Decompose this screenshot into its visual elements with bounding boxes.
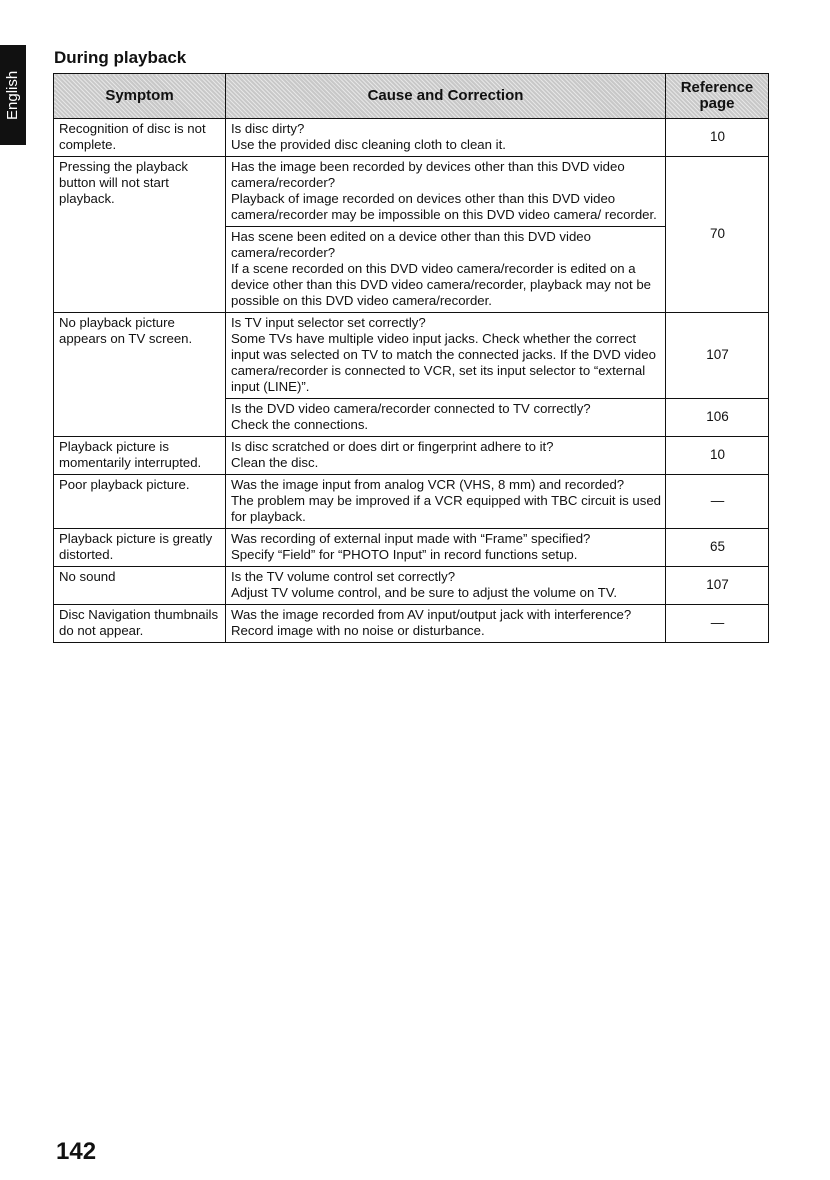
table-row: [54, 437, 769, 475]
table-row: [54, 157, 769, 227]
table-row: [54, 475, 769, 529]
cause-cell: Was the image input from analog VCR (VHS, 8 mm) and recorded? The problem may be improved if a VCR equipped with TBC circuit is used for playback.: [226, 475, 666, 529]
cause-cell: Is the DVD video camera/recorder connected to TV correctly? Check the connections.: [226, 399, 666, 437]
symptom-cell: Pressing the playback button will not start playback.: [54, 157, 226, 313]
header-symptom: Symptom: [54, 74, 226, 119]
language-tab-label: English: [4, 70, 21, 120]
cause-cell: Is TV input selector set correctly? Some TVs have multiple video input jacks. Check whether the correct input was selected on TV to match the connected jacks. If the DVD video camera/recorder is connected to VCR, set its input selector to “external input (LINE)”.: [226, 313, 666, 399]
cause-cell: Has the image been recorded by devices other than this DVD video camera/recorder? Playback of image recorded on devices other than this DVD video camera/recorder may be impossible on this DVD video camera/ recorder.: [226, 157, 666, 227]
symptom-cell: Recognition of disc is not complete.: [54, 119, 226, 157]
reference-cell: 65: [666, 529, 769, 567]
reference-cell: —: [666, 605, 769, 643]
page-number: 142: [56, 1138, 97, 1165]
symptom-cell: Disc Navigation thumbnails do not appear.: [54, 605, 226, 643]
reference-cell: 106: [666, 399, 769, 437]
table-row: [54, 567, 769, 605]
reference-cell: 10: [666, 119, 769, 157]
header-cause: Cause and Correction: [226, 74, 666, 119]
symptom-cell: Playback picture is momentarily interrupted.: [54, 437, 226, 475]
header-reference: Reference page: [666, 74, 769, 119]
symptom-cell: No sound: [54, 567, 226, 605]
cause-cell: Was recording of external input made with “Frame” specified? Specify “Field” for “PHOTO Input” in record functions setup.: [226, 529, 666, 567]
reference-cell: —: [666, 475, 769, 529]
reference-cell: 10: [666, 437, 769, 475]
table-row: [54, 313, 769, 399]
reference-cell: 70: [666, 157, 769, 313]
reference-cell: 107: [666, 567, 769, 605]
language-tab: [0, 45, 26, 145]
table-row: [54, 529, 769, 567]
symptom-cell: Playback picture is greatly distorted.: [54, 529, 226, 567]
symptom-cell: Poor playback picture.: [54, 475, 226, 529]
cause-cell: Was the image recorded from AV input/output jack with interference? Record image with no noise or disturbance.: [226, 605, 666, 643]
troubleshooting-table: [53, 73, 769, 643]
table-row: [54, 605, 769, 643]
reference-cell: 107: [666, 313, 769, 399]
table-header-row: [54, 74, 769, 119]
symptom-cell: No playback picture appears on TV screen.: [54, 313, 226, 437]
section-title: During playback: [54, 48, 187, 67]
cause-cell: Is the TV volume control set correctly? Adjust TV volume control, and be sure to adjust the volume on TV.: [226, 567, 666, 605]
cause-cell: Is disc scratched or does dirt or fingerprint adhere to it? Clean the disc.: [226, 437, 666, 475]
table-row: [54, 119, 769, 157]
cause-cell: Is disc dirty? Use the provided disc cleaning cloth to clean it.: [226, 119, 666, 157]
cause-cell: Has scene been edited on a device other than this DVD video camera/recorder? If a scene recorded on this DVD video camera/recorder is edited on a device other than this DVD video camera/recorder, playback may not be possible on this DVD video camera/recorder.: [226, 227, 666, 313]
